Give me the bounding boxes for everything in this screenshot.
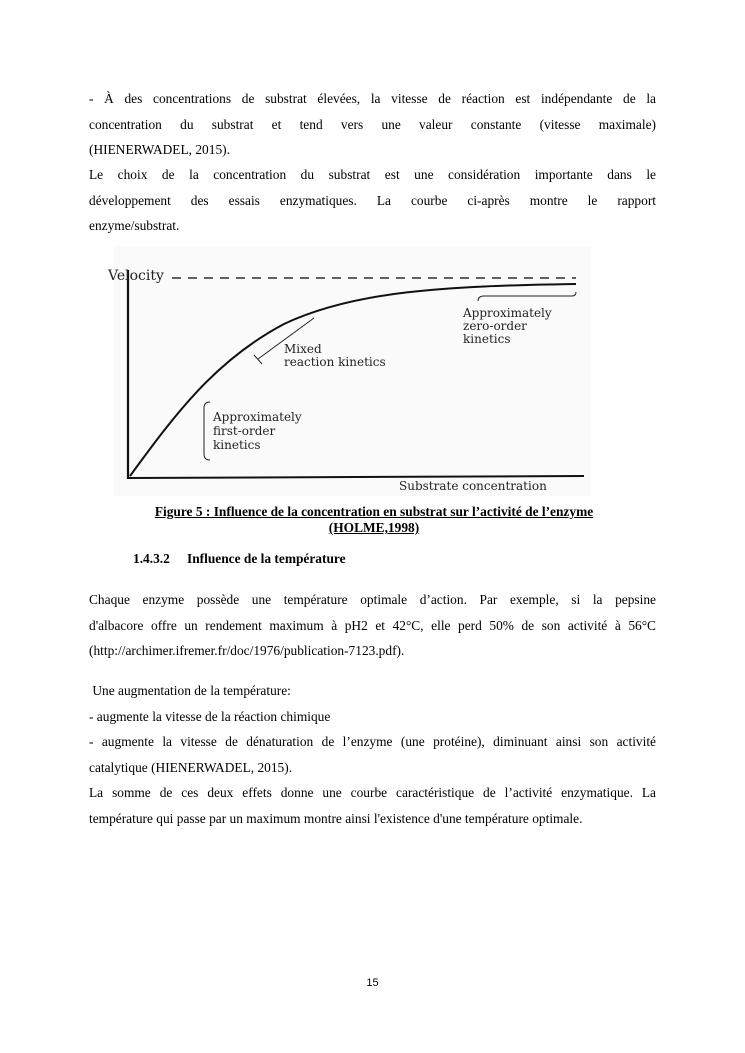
section-number: 1.4.3.2 xyxy=(133,551,170,566)
text-line: - À des concentrations de substrat élevées, la vitesse de réaction est indépendante de la xyxy=(89,91,656,106)
text-line: Une augmentation de la température: xyxy=(89,683,291,698)
text-line: - augmente la vitesse de dénaturation de l’enzyme (une protéine), diminuant ainsi son activité xyxy=(89,734,656,749)
kinetics-figure xyxy=(108,246,591,496)
figure-caption xyxy=(114,504,634,536)
first-order-label-line: kinetics xyxy=(213,438,261,452)
zero-order-label-line: kinetics xyxy=(463,332,511,346)
y-axis-label: Velocity xyxy=(108,268,164,284)
text-line: enzyme/substrat. xyxy=(89,218,180,233)
section-heading xyxy=(133,550,346,568)
x-axis-label: Substrate concentration xyxy=(399,479,547,493)
figure-background xyxy=(114,246,591,496)
caption-line: Figure 5 : Influence de la concentration en substrat sur l’activité de l’enzyme xyxy=(154,504,594,519)
text-line: - augmente la vitesse de la réaction chimique xyxy=(89,708,331,724)
paragraph-substrate-choice xyxy=(89,162,656,239)
text-line: (HIENERWADEL, 2015). xyxy=(89,142,230,157)
text-line: catalytique (HIENERWADEL, 2015). xyxy=(89,759,293,775)
paragraph-optimal-temperature xyxy=(89,587,656,664)
paragraph-substrate-high xyxy=(89,86,656,163)
text-line: (http://archimer.ifremer.fr/doc/1976/publication-7123.pdf). xyxy=(89,643,405,658)
text-line: La somme de ces deux effets donne une courbe caractéristique de l’activité enzymatique. La xyxy=(89,785,656,800)
caption-line: (HOLME,1998) xyxy=(328,520,420,535)
zero-order-label-line: Approximately xyxy=(463,306,552,320)
paragraph-temperature-effects xyxy=(89,678,656,831)
zero-order-label-line: zero-order xyxy=(463,319,527,333)
section-title: Influence de la température xyxy=(187,551,346,566)
kinetics-graph xyxy=(108,246,591,496)
text-line: Le choix de la concentration du substrat est une considération importante dans le xyxy=(89,167,656,182)
first-order-label-line: Approximately xyxy=(213,410,302,424)
mixed-label-line: reaction kinetics xyxy=(284,355,386,369)
text-line: développement des essais enzymatiques. La courbe ci-après montre le rapport xyxy=(89,192,656,208)
mixed-label-line: Mixed xyxy=(284,342,322,356)
text-line: Chaque enzyme possède une température optimale d’action. Par exemple, si la pepsine xyxy=(89,592,656,607)
page-number: 15 xyxy=(366,977,379,989)
text-line: température qui passe par un maximum montre ainsi l'existence d'une température optimale. xyxy=(89,810,583,826)
text-line: d'albacore offre un rendement maximum à pH2 et 42°C, elle perd 50% de son activité à 56°C xyxy=(89,617,656,633)
text-line: concentration du substrat et tend vers une valeur constante (vitesse maximale) xyxy=(89,116,656,132)
first-order-label-line: first-order xyxy=(213,424,276,438)
